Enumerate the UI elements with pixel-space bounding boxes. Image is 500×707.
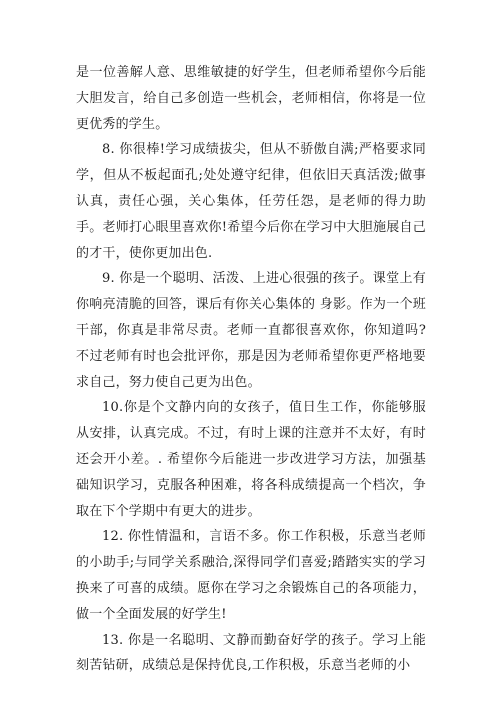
document-body	[76, 60, 426, 679]
paragraph-comment-8: 8. 你很棒!学习成绩拔尖，但从不骄傲自满;严格要求同学，但从不板起面孔;处处遵守纪律，但依旧天真活泼;做事认真，责任心强，关心集体，任劳任怨，是老师的得力助手。老师打心眼里喜欢你!希望今后你在学习中大胆施展自己的才干，使你更加出色.	[76, 142, 426, 261]
paragraph-comment-13: 13. 你是一名聪明、文静而勤奋好学的孩子。学习上能刻苦钻研，成绩总是保持优良,工作积极，乐意当老师的小	[76, 632, 426, 674]
paragraph-comment-9: 9. 你是一个聪明、活泼、上进心很强的孩子。课堂上有你响亮清脆的回答，课后有你关心集体的 身影。作为一个班干部，你真是非常尽责。老师一直都很喜欢你，你知道吗?不过老师有时也会批评你，那是因为老师希望你更严格地要求自己，努力使自己更为出色。	[76, 271, 426, 390]
paragraph-comment-10: 10.你是个文静内向的女孩子，值日生工作，你能够服从安排，认真完成。不过，有时上课的注意并不太好，有时还会开小差。. 希望你今后能进一步改进学习方法，加强基础知识学习，克服各种困难，将各科成绩提高一个档次，争取在下个学期中有更大的进步。	[76, 400, 426, 519]
paragraph-comment-12: 12. 你性情温和，言语不多。你工作积极，乐意当老师的小助手;与同学关系融洽,深得同学们喜爱;踏踏实实的学习换来了可喜的成绩。愿你在学习之余锻炼自己的各项能力，做一个全面发展的好学生!	[76, 529, 426, 622]
paragraph-continuation: 是一位善解人意、思维敏捷的好学生，但老师希望你今后能大胆发言，给自己多创造一些机会，老师相信，你将是一位更优秀的学生。	[76, 65, 426, 132]
